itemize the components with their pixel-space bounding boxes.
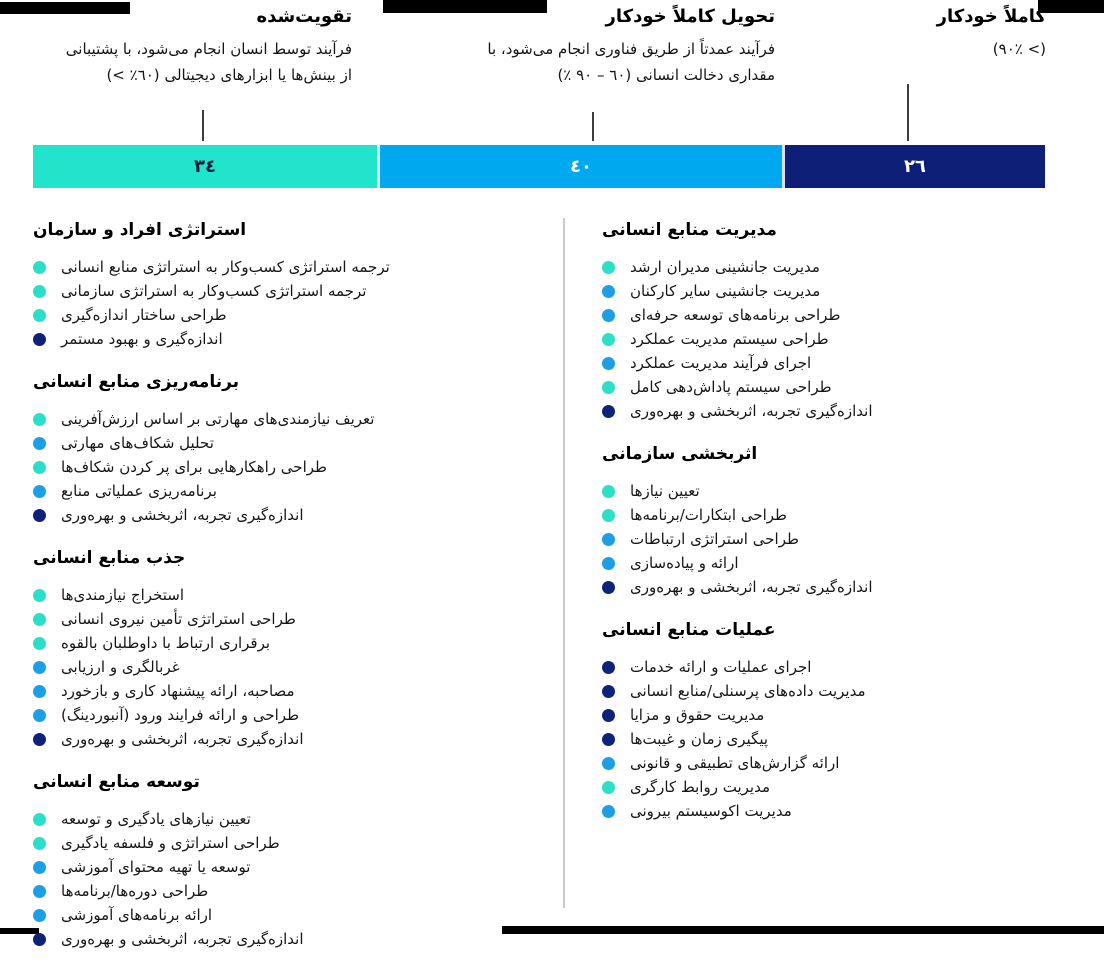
item-label: اندازه‌گیری تجربه، اثربخشی و بهره‌وری — [630, 578, 873, 596]
section-title: جذب منابع انسانی — [33, 548, 186, 568]
teal-bullet-icon — [602, 261, 615, 274]
bar-segment-mostly: ٤٠ — [377, 145, 782, 188]
list-item — [602, 679, 1082, 703]
list-item — [602, 575, 1082, 599]
blue-bullet-icon — [33, 437, 46, 450]
list-item — [33, 279, 538, 303]
item-label: طراحی و ارائه فرایند ورود (آنبوردینگ) — [61, 706, 300, 724]
list-section — [602, 444, 1082, 599]
navy-bullet-icon — [602, 733, 615, 746]
navy-bullet-icon — [33, 933, 46, 946]
item-label: اندازه‌گیری تجربه، اثربخشی و بهره‌وری — [630, 402, 873, 420]
list-item — [33, 407, 538, 431]
item-label: مدیریت جانشینی مدیران ارشد — [630, 258, 820, 276]
list-section — [33, 548, 538, 751]
navy-bullet-icon — [602, 661, 615, 674]
legend-desc-line2: از بینش‌ها یا ابزارهای دیجیتالی (< ٪٦٠) — [66, 62, 352, 88]
item-label: طراحی ابتکارات/برنامه‌ها — [630, 506, 787, 524]
blue-bullet-icon — [602, 533, 615, 546]
blue-bullet-icon — [602, 285, 615, 298]
right-column — [602, 220, 1082, 844]
list-item — [33, 807, 538, 831]
list-item — [602, 751, 1082, 775]
list-item — [602, 703, 1082, 727]
item-label: تعریف نیازمندی‌های مهارتی بر اساس ارزش‌آفرینی — [61, 410, 375, 428]
list-item — [33, 903, 538, 927]
item-label: برقراری ارتباط با داوطلبان بالقوه — [61, 634, 271, 652]
teal-bullet-icon — [33, 413, 46, 426]
teal-bullet-icon — [33, 309, 46, 322]
list-item — [602, 375, 1082, 399]
list-item — [602, 775, 1082, 799]
blue-bullet-icon — [602, 757, 615, 770]
navy-bullet-icon — [33, 333, 46, 346]
list-item — [602, 399, 1082, 423]
left-column — [33, 220, 538, 972]
blue-bullet-icon — [602, 357, 615, 370]
navy-bullet-icon — [602, 709, 615, 722]
list-item — [33, 607, 538, 631]
list-item — [602, 551, 1082, 575]
list-section — [602, 620, 1082, 823]
item-label: تعیین نیازها — [630, 482, 700, 500]
item-label: تحلیل شکاف‌های مهارتی — [61, 434, 214, 452]
list-section — [33, 372, 538, 527]
blue-bullet-icon — [33, 661, 46, 674]
list-item — [33, 679, 538, 703]
teal-bullet-icon — [33, 261, 46, 274]
list-item — [602, 279, 1082, 303]
list-item — [33, 831, 538, 855]
blue-bullet-icon — [602, 805, 615, 818]
teal-bullet-icon — [33, 461, 46, 474]
blue-bullet-icon — [33, 685, 46, 698]
item-label: تعیین نیازهای یادگیری و توسعه — [61, 810, 251, 828]
list-section — [602, 220, 1082, 423]
list-item — [33, 727, 538, 751]
item-label: مدیریت اکوسیستم بیرونی — [630, 802, 792, 820]
list-item — [602, 799, 1082, 823]
list-item — [33, 327, 538, 351]
item-label: اجرای فرآیند مدیریت عملکرد — [630, 354, 812, 372]
bar-segment-augmented: ٣٤ — [33, 145, 377, 188]
item-label: مدیریت روابط کارگری — [630, 778, 770, 796]
teal-bullet-icon — [602, 781, 615, 794]
item-label: مدیریت حقوق و مزایا — [630, 706, 765, 724]
item-label: مدیریت جانشینی سایر کارکنان — [630, 282, 821, 300]
list-item — [33, 703, 538, 727]
list-item — [602, 303, 1082, 327]
blue-bullet-icon — [33, 909, 46, 922]
legend-augmented — [66, 6, 352, 88]
list-item — [602, 351, 1082, 375]
list-item — [33, 655, 538, 679]
item-label: ارائه گزارش‌های تطبیقی و قانونی — [630, 754, 840, 772]
item-label: مصاحبه، ارائه پیشنهاد کاری و بازخورد — [61, 682, 295, 700]
section-title: مدیریت منابع انسانی — [602, 220, 777, 240]
item-label: ترجمه استراتژی کسب‌وکار به استراتژی منابع انسانی — [61, 258, 390, 276]
blue-bullet-icon — [602, 557, 615, 570]
item-label: اجرای عملیات و ارائه خدمات — [630, 658, 812, 676]
teal-bullet-icon — [602, 485, 615, 498]
connector-tick-augmented — [202, 110, 204, 141]
blue-bullet-icon — [33, 709, 46, 722]
decorative-black-bar — [1038, 0, 1104, 13]
legend-title: کاملاً خودکار — [936, 6, 1046, 27]
list-item — [33, 879, 538, 903]
legend-percent: (٪ ٩٠ – ٦٠) — [557, 66, 632, 84]
bar-segment-fully: ٢٦ — [782, 145, 1045, 188]
item-label: اندازه‌گیری تجربه، اثربخشی و بهره‌وری — [61, 730, 304, 748]
teal-bullet-icon — [33, 589, 46, 602]
connector-tick-fully — [907, 84, 909, 141]
legend-fully-automated — [937, 6, 1046, 62]
blue-bullet-icon — [33, 485, 46, 498]
navy-bullet-icon — [602, 405, 615, 418]
item-label: طراحی استراتژی ارتباطات — [630, 530, 799, 548]
legend-desc-line2: مقداری دخالت انسانی (٪ ٩٠ – ٦٠) — [487, 62, 775, 88]
list-item — [33, 631, 538, 655]
list-item — [602, 327, 1082, 351]
item-label: مدیریت داده‌های پرسنلی/منابع انسانی — [630, 682, 866, 700]
column-divider — [563, 218, 565, 908]
section-title: عملیات منابع انسانی — [602, 620, 776, 640]
list-item — [33, 583, 538, 607]
teal-bullet-icon — [602, 381, 615, 394]
item-label: ارائه و پیاده‌سازی — [630, 554, 739, 572]
item-label: اندازه‌گیری تجربه، اثربخشی و بهره‌وری — [61, 930, 304, 948]
legend-mostly-automated — [487, 6, 775, 88]
list-item — [602, 503, 1082, 527]
item-label: ترجمه استراتژی کسب‌وکار به استراتژی سازمانی — [61, 282, 367, 300]
item-label: اندازه‌گیری و بهبود مستمر — [61, 330, 223, 348]
teal-bullet-icon — [33, 285, 46, 298]
item-label: پیگیری زمان و غیبت‌ها — [630, 730, 769, 748]
section-title: اثربخشی سازمانی — [602, 444, 758, 464]
list-item — [33, 255, 538, 279]
teal-bullet-icon — [33, 613, 46, 626]
section-title: استراتژی افراد و سازمان — [33, 220, 247, 240]
item-label: طراحی سیستم مدیریت عملکرد — [630, 330, 829, 348]
list-item — [33, 503, 538, 527]
list-item — [33, 479, 538, 503]
item-label: طراحی دوره‌ها/برنامه‌ها — [61, 882, 209, 900]
teal-bullet-icon — [602, 333, 615, 346]
item-label: استخراج نیازمندی‌ها — [61, 586, 185, 604]
item-label: طراحی راهکارهایی برای پر کردن شکاف‌ها — [61, 458, 327, 476]
list-item — [602, 527, 1082, 551]
navy-bullet-icon — [33, 509, 46, 522]
section-title: توسعه منابع انسانی — [33, 772, 200, 792]
item-label: اندازه‌گیری تجربه، اثربخشی و بهره‌وری — [61, 506, 304, 524]
section-title: برنامه‌ریزی منابع انسانی — [33, 372, 240, 392]
list-item — [33, 927, 538, 951]
blue-bullet-icon — [33, 861, 46, 874]
list-item — [602, 479, 1082, 503]
item-label: توسعه یا تهیه محتوای آموزشی — [61, 858, 251, 876]
item-label: طراحی استراتژی و فلسفه یادگیری — [61, 834, 280, 852]
legend-title: تحویل کاملاً خودکار — [605, 6, 775, 27]
list-item — [602, 727, 1082, 751]
list-item — [33, 431, 538, 455]
navy-bullet-icon — [602, 581, 615, 594]
teal-bullet-icon — [33, 813, 46, 826]
legend-percent: (< ٪٦٠) — [106, 66, 160, 84]
item-label: ارائه برنامه‌های آموزشی — [61, 906, 213, 924]
connector-tick-mostly — [592, 112, 594, 141]
item-label: طراحی استراتژی تأمین نیروی انسانی — [61, 610, 296, 628]
item-label: طراحی سیستم پاداش‌دهی کامل — [630, 378, 832, 396]
blue-bullet-icon — [602, 309, 615, 322]
stacked-bar — [33, 145, 1045, 188]
list-section — [33, 772, 538, 951]
legend-desc-line1: فرآیند توسط انسان انجام می‌شود، با پشتیبانی — [65, 40, 352, 58]
item-label: برنامه‌ریزی عملیاتی منابع — [61, 482, 217, 500]
blue-bullet-icon — [33, 885, 46, 898]
list-item — [33, 455, 538, 479]
navy-bullet-icon — [33, 733, 46, 746]
list-item — [33, 855, 538, 879]
teal-bullet-icon — [33, 837, 46, 850]
legend-title: تقویت‌شده — [256, 6, 352, 27]
item-label: طراحی ساختار اندازه‌گیری — [61, 306, 227, 324]
navy-bullet-icon — [602, 685, 615, 698]
legend-desc-line1: فرآیند عمدتاً از طریق فناوری انجام می‌شود، با — [487, 40, 775, 58]
item-label: طراحی برنامه‌های توسعه حرفه‌ای — [630, 306, 841, 324]
teal-bullet-icon — [33, 637, 46, 650]
legend-percent: (٩٠٪ <) — [992, 40, 1046, 58]
item-label: غربالگری و ارزیابی — [61, 658, 180, 676]
list-item — [602, 255, 1082, 279]
decorative-black-bar — [502, 926, 1104, 934]
list-section — [33, 220, 538, 351]
list-item — [602, 655, 1082, 679]
list-item — [33, 303, 538, 327]
teal-bullet-icon — [602, 509, 615, 522]
